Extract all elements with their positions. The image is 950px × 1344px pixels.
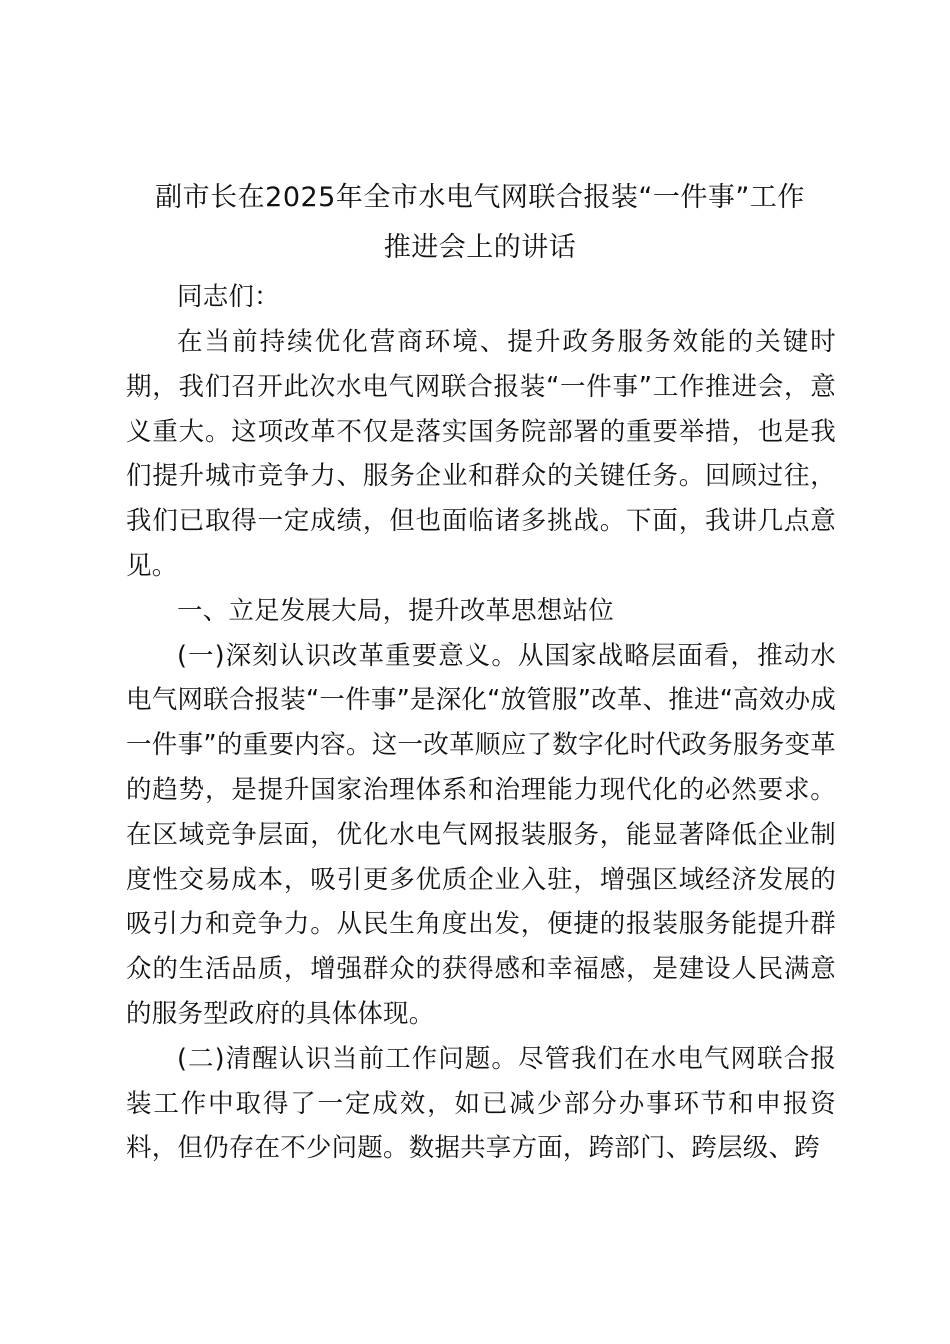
- salutation-text: 同志们：: [177, 282, 280, 312]
- paragraph-1-1: (一)深刻认识改革重要意义。从国家战略层面看，推动水电气网联合报装“一件事”是深化“放管服”改革、推进“高效办成一件事”的重要内容。这一改革顺应了数字化时代政务服务变革的趋势，是提升国家治理体系和治理能力现代化的必然要求。在区域竞争层面，优化水电气网报装服务，能显著降低企业制度性交易成本，吸引更多优质企业入驻，增强区域经济发展的吸引力和竞争力。从民生角度出发，便捷的报装服务能提升群众的生活品质，增强群众的获得感和幸福感，是建设人民满意的服务型政府的具体体现。: [126, 640, 836, 1029]
- document-body: [126, 320, 836, 1171]
- document-title-line-1: 副市长在2025年全市水电气网联合报装“一件事”工作: [155, 182, 805, 213]
- salutation: [126, 275, 836, 320]
- paragraph-1-2: (二)清醒认识当前工作问题。尽管我们在水电气网联合报装工作中取得了一定成效，如已减少部分办事环节和申报资料，但仍存在不少问题。数据共享方面，跨部门、跨层级、跨: [126, 1043, 836, 1164]
- section-heading-1: 一、立足发展大局，提升改革思想站位: [177, 595, 614, 626]
- document-title-line-2: 推进会上的讲话: [383, 232, 577, 263]
- paragraph-intro: 在当前持续优化营商环境、提升政务服务效能的关键时期，我们召开此次水电气网联合报装“一件事”工作推进会，意义重大。这项改革不仅是落实国务院部署的重要举措，也是我们提升城市竞争力、服务企业和群众的关键任务。回顾过往，我们已取得一定成绩，但也面临诸多挑战。下面，我讲几点意见。: [126, 327, 836, 581]
